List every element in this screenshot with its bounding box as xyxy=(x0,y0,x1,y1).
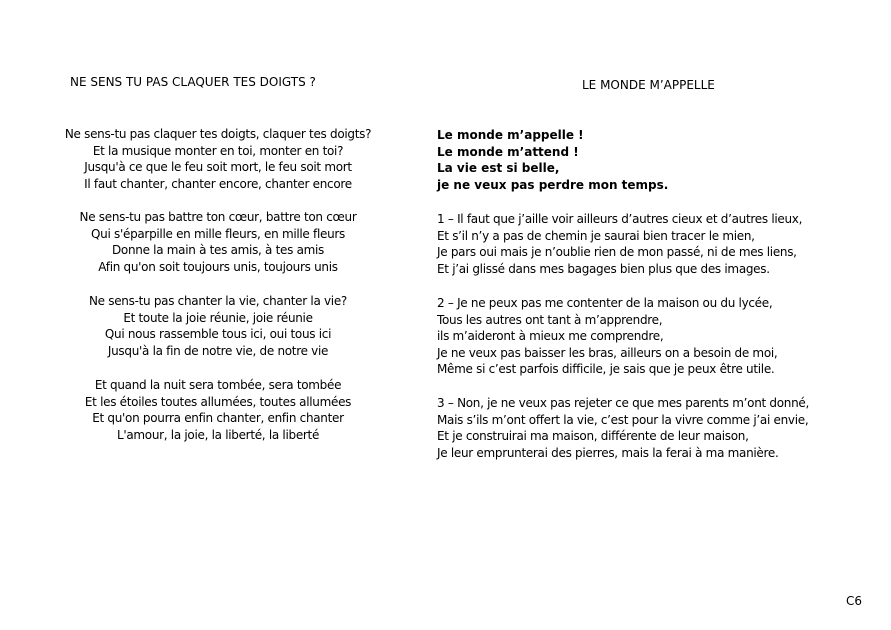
right-poem-stanza xyxy=(437,395,809,461)
verse-line: Mais s’ils m’ont offert la vie, c’est pour la vivre comme j’ai envie, xyxy=(437,412,809,427)
verse-line: L'amour, la joie, la liberté, la liberté xyxy=(116,427,320,442)
right-poem-stanza xyxy=(437,211,802,277)
verse-line: Jusqu'à ce que le feu soit mort, le feu soit mort xyxy=(84,160,352,174)
verse-line: Qui s'éparpille en mille fleurs, en mille fleurs xyxy=(91,226,345,241)
verse-line: Et quand la nuit sera tombée, sera tombée xyxy=(94,378,342,392)
verse-line: Qui nous rassemble tous ici, oui tous ici xyxy=(104,327,332,341)
verse-line: Je pars oui mais je n’oublie rien de mon passé, ni de mes liens, xyxy=(437,245,797,259)
verse-line: La vie est si belle, xyxy=(437,161,560,175)
verse-line: Et la musique monter en toi, monter en toi? xyxy=(92,143,344,158)
verse-line: 3 – Non, je ne veux pas rejeter ce que mes parents m’ont donné, xyxy=(437,396,809,410)
left-poem-stanza xyxy=(18,377,418,443)
verse-line: 2 – Je ne peux pas me contenter de la maison ou du lycée, xyxy=(437,296,773,310)
page-label: C6 xyxy=(846,594,863,608)
left-poem-stanza xyxy=(18,126,418,192)
verse-line: Et les étoiles toutes allumées, toutes allumées xyxy=(84,394,352,409)
verse-line: Le monde m’attend ! xyxy=(437,144,579,159)
left-poem-title: NE SENS TU PAS CLAQUER TES DOIGTS ? xyxy=(70,75,316,89)
verse-line: Donne la main à tes amis, à tes amis xyxy=(111,243,325,257)
left-poem-stanza xyxy=(18,293,418,359)
verse-line: Ne sens-tu pas battre ton cœur, battre ton cœur xyxy=(79,210,357,224)
verse-line: Ne sens-tu pas claquer tes doigts, claquer tes doigts? xyxy=(64,127,372,141)
verse-line: Il faut chanter, chanter encore, chanter encore xyxy=(84,176,352,191)
verse-line: Et j’ai glissé dans mes bagages bien plus que des images. xyxy=(437,261,770,276)
left-poem-stanza xyxy=(18,209,418,275)
verse-line: Afin qu'on soit toujours unis, toujours unis xyxy=(98,259,338,274)
verse-line: Je leur emprunterai des pierres, mais la ferai à ma manière. xyxy=(437,445,779,460)
verse-line: Ne sens-tu pas chanter la vie, chanter la vie? xyxy=(89,294,347,308)
verse-line: Le monde m’appelle ! xyxy=(437,128,584,142)
verse-line: Et je construirai ma maison, différente de leur maison, xyxy=(437,429,749,443)
verse-line: ils m’aideront à mieux me comprendre, xyxy=(437,329,664,343)
right-poem-stanza xyxy=(437,127,668,193)
verse-line: Et s’il n’y a pas de chemin je saurai bien tracer le mien, xyxy=(437,228,755,243)
verse-line: Je ne veux pas baisser les bras, ailleurs on a besoin de moi, xyxy=(437,345,778,360)
verse-line: Et toute la joie réunie, joie réunie xyxy=(123,310,313,325)
verse-line: je ne veux pas perdre mon temps. xyxy=(437,177,669,192)
verse-line: Jusqu'à la fin de notre vie, de notre vie xyxy=(107,343,329,358)
verse-line: Tous les autres ont tant à m’apprendre, xyxy=(437,312,663,327)
verse-line: Même si c’est parfois difficile, je sais que je peux être utile. xyxy=(437,362,775,376)
verse-line: 1 – Il faut que j’aille voir ailleurs d’autres cieux et d’autres lieux, xyxy=(437,212,803,226)
right-poem-title: LE MONDE M’APPELLE xyxy=(582,78,715,92)
verse-line: Et qu'on pourra enfin chanter, enfin chanter xyxy=(92,411,344,425)
right-poem-stanza xyxy=(437,295,777,378)
